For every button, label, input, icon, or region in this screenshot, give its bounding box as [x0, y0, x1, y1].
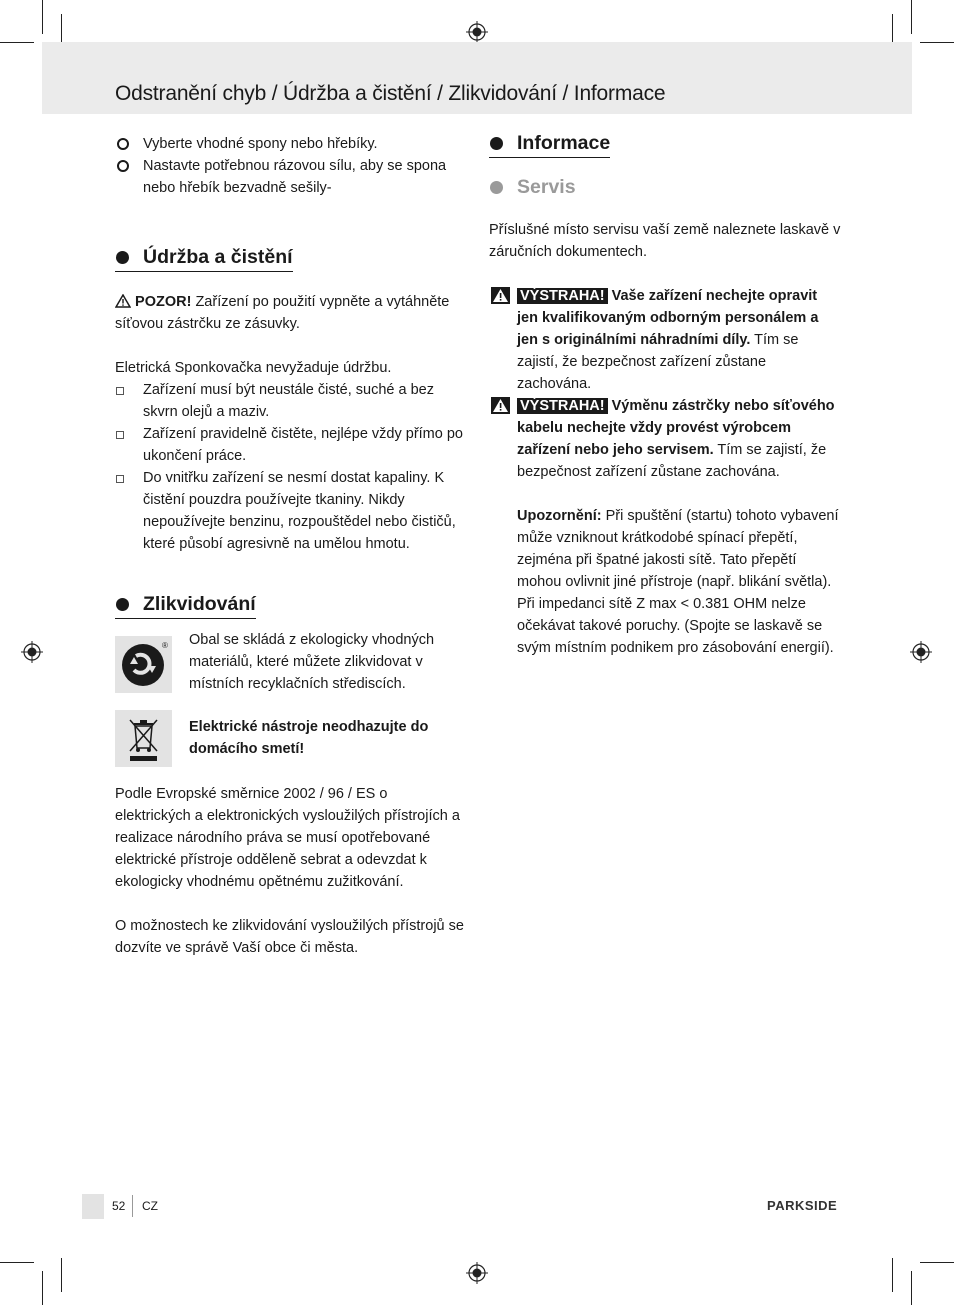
- crop-mark: [920, 1262, 954, 1263]
- warning-label: VÝSTRAHA!: [517, 398, 608, 414]
- service-text: Příslušné místo servisu vaší země naleznete laskavě v záručních dokumentech.: [489, 222, 841, 260]
- crop-mark: [892, 1258, 893, 1292]
- note-text: Při spuštění (startu) tohoto vybavení může vzniknout krátkodobé spínací přepětí, zejména při špatné jakosti sítě. Tato přepětí mohou ovlivnit jiné přístroje (např. blikání světla). Při impedanci sítě Z max < 0.381 OHM nelze očekávat takové poruchy. (Spojte se laskavě se svým místním podnikem pro zásobování energií).: [517, 508, 839, 656]
- step-text: Vyberte vhodné spony nebo hřebíky.: [143, 136, 378, 152]
- weee-text: Elektrické nástroje neodhazujte do domácího smetí!: [189, 719, 429, 757]
- page-number: 52: [112, 1199, 126, 1213]
- maintenance-intro: Eletrická Sponkovačka nevyžaduje údržbu.: [115, 360, 392, 376]
- warning-bold-text: Výměnu zástrčky nebo síťového kabelu nechejte vždy provést výrobcem zařízení nebo jeho servisem.: [517, 398, 835, 458]
- warning-block: [489, 285, 841, 395]
- note-label: Upozornění:: [517, 508, 602, 524]
- right-column: [489, 130, 841, 659]
- bullet-dot-icon: [116, 598, 129, 611]
- crop-mark: [42, 1271, 43, 1305]
- step-item: [115, 133, 465, 155]
- language-code: CZ: [142, 1199, 158, 1213]
- caution-text: Zařízení po použití vypněte a vytáhněte síťovou zástrčku ze zásuvky.: [115, 294, 450, 332]
- bullet-dot-icon: [490, 137, 503, 150]
- brand-logo: PARKSIDE: [767, 1198, 838, 1213]
- registered-mark: ®: [162, 641, 168, 650]
- registration-mark-icon: [466, 21, 488, 43]
- crop-mark: [42, 0, 43, 34]
- square-bullet-icon: [116, 387, 124, 395]
- packaging-row: [115, 632, 465, 695]
- warning-triangle-icon: [491, 397, 510, 421]
- warning-triangle-icon: [491, 287, 510, 311]
- caution-label: POZOR!: [135, 294, 192, 310]
- section-heading-info: Informace: [489, 130, 610, 158]
- list-item: Zařízení pravidelně čistěte, nejlépe vždy přímo po ukončení práce.: [115, 423, 465, 467]
- warning-block: [489, 395, 841, 483]
- registration-mark-icon: [21, 641, 43, 663]
- warning-bold-text: Vaše zařízení nechejte opravit jen kvalifikovaným odborným personálem a jen s originálními náhradními díly.: [517, 288, 819, 348]
- page-title: Odstranění chyb / Údržba a čistění / Zlikvidování / Informace: [115, 82, 666, 105]
- directive-text: Podle Evropské směrnice 2002 / 96 / ES o elektrických a elektronických vysloužilých přístrojích a realizace národního práva se musí opotřebované elektrické přístroje odděleně sebrat a odevzdat k ekologicky vhodnému opětnému zužitkování.: [115, 786, 460, 890]
- registration-mark-icon: [910, 641, 932, 663]
- square-bullet-icon: [116, 431, 124, 439]
- footer-divider: [132, 1195, 133, 1217]
- circle-bullet-icon: [117, 160, 129, 172]
- circle-bullet-icon: [117, 138, 129, 150]
- warning-label: VÝSTRAHA!: [517, 288, 608, 304]
- crop-mark: [0, 42, 34, 43]
- packaging-text: Obal se skládá z ekologicky vhodných materiálů, které můžete zlikvidovat v místních recyklačních střediscích.: [189, 632, 435, 692]
- list-item: Do vnitřku zařízení se nesmí dostat kapaliny. K čistění pouzdra používejte tkaniny. Nikdy nepoužívejte benzinu, rozpouštědel nebo čističů, které působí agresivně na umělou hmotu.: [115, 467, 465, 555]
- weee-row: [115, 710, 465, 767]
- list-item: Zařízení musí být neustále čisté, suché a bez skvrn olejů a maziv.: [115, 379, 465, 423]
- crossed-bin-icon: [115, 710, 172, 767]
- crop-mark: [920, 42, 954, 43]
- warning-text: Tím se zajistí, že bezpečnost zařízení zůstane zachována.: [517, 332, 799, 392]
- recycling-icon: [115, 636, 172, 693]
- footer-box: [82, 1194, 104, 1219]
- square-bullet-icon: [116, 475, 124, 483]
- step-item: [115, 155, 465, 199]
- warning-text: Tím se zajistí, že bezpečnost zařízení zůstane zachována.: [517, 442, 827, 480]
- crop-mark: [0, 1262, 34, 1263]
- crop-mark: [911, 0, 912, 34]
- caution-paragraph: [115, 291, 465, 335]
- section-heading-service: Servis: [489, 174, 576, 201]
- warning-triangle-icon: [115, 294, 131, 308]
- bullet-dot-icon: [116, 251, 129, 264]
- step-text: Nastavte potřebnou rázovou sílu, aby se spona nebo hřebík bezvadně sešily-: [143, 158, 447, 196]
- crop-mark: [911, 1271, 912, 1305]
- left-column: [115, 133, 465, 959]
- registration-mark-icon: [466, 1262, 488, 1284]
- options-text: O možnostech ke zlikvidování vysloužilých přístrojů se dozvíte ve správě Vaší obce či města.: [115, 918, 464, 956]
- section-heading-disposal: Zlikvidování: [115, 591, 256, 619]
- section-heading-maintenance: Údržba a čistění: [115, 244, 293, 272]
- crop-mark: [61, 1258, 62, 1292]
- bullet-dot-icon: [490, 181, 503, 194]
- note-paragraph: [489, 505, 841, 659]
